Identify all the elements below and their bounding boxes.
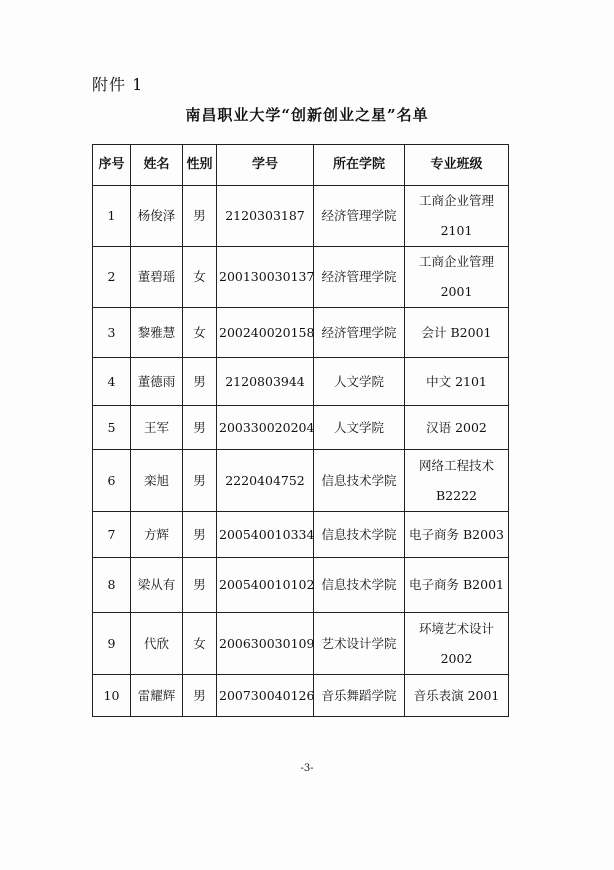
table-row [93, 613, 509, 675]
cell-student-id: 2120303187 [217, 186, 314, 247]
table-row [93, 406, 509, 450]
header-cell-gender: 性别 [183, 145, 217, 186]
cell-college: 经济管理学院 [314, 247, 405, 308]
cell-name: 黎雅慧 [131, 308, 183, 358]
cell-major: 网络工程技术B2222 [405, 450, 509, 512]
cell-student-id: 200540010102 [217, 558, 314, 613]
cell-no: 6 [93, 450, 131, 512]
cell-major: 工商企业管理2001 [405, 247, 509, 308]
cell-student-id: 200540010334 [217, 512, 314, 558]
cell-name: 雷耀辉 [131, 675, 183, 717]
cell-college: 音乐舞蹈学院 [314, 675, 405, 717]
cell-college: 信息技术学院 [314, 558, 405, 613]
cell-gender: 男 [183, 186, 217, 247]
header-cell-no: 序号 [93, 145, 131, 186]
cell-major: 汉语 2002 [405, 406, 509, 450]
header-cell-name: 姓名 [131, 145, 183, 186]
table-row [93, 450, 509, 512]
cell-major: 电子商务 B2003 [405, 512, 509, 558]
cell-college: 经济管理学院 [314, 186, 405, 247]
cell-name: 王军 [131, 406, 183, 450]
cell-major: 会计 B2001 [405, 308, 509, 358]
cell-no: 5 [93, 406, 131, 450]
cell-no: 9 [93, 613, 131, 675]
cell-major: 音乐表演 2001 [405, 675, 509, 717]
attachment-label: 附件 1 [92, 75, 144, 94]
cell-gender: 女 [183, 308, 217, 358]
cell-student-id: 200130030137 [217, 247, 314, 308]
roster-table [92, 144, 509, 717]
document-title: 南昌职业大学“创新创业之星”名单 [185, 106, 429, 124]
page-number: -3- [300, 763, 314, 774]
cell-student-id: 200630030109 [217, 613, 314, 675]
cell-name: 杨俊泽 [131, 186, 183, 247]
cell-student-id: 2220404752 [217, 450, 314, 512]
cell-name: 栾旭 [131, 450, 183, 512]
cell-college: 信息技术学院 [314, 512, 405, 558]
cell-no: 8 [93, 558, 131, 613]
cell-name: 梁从有 [131, 558, 183, 613]
cell-gender: 男 [183, 406, 217, 450]
cell-gender: 男 [183, 558, 217, 613]
table-row [93, 558, 509, 613]
table-row [93, 308, 509, 358]
cell-name: 董碧瑶 [131, 247, 183, 308]
cell-student-id: 200730040126 [217, 675, 314, 717]
cell-major: 环境艺术设计2002 [405, 613, 509, 675]
cell-student-id: 200240020158 [217, 308, 314, 358]
table-header-row [93, 145, 509, 186]
cell-college: 信息技术学院 [314, 450, 405, 512]
table-row [93, 247, 509, 308]
cell-no: 3 [93, 308, 131, 358]
cell-student-id: 200330020204 [217, 406, 314, 450]
cell-name: 代欣 [131, 613, 183, 675]
cell-no: 1 [93, 186, 131, 247]
cell-college: 艺术设计学院 [314, 613, 405, 675]
cell-no: 2 [93, 247, 131, 308]
cell-name: 方辉 [131, 512, 183, 558]
table-row [93, 358, 509, 406]
cell-major: 中文 2101 [405, 358, 509, 406]
header-cell-college: 所在学院 [314, 145, 405, 186]
cell-no: 7 [93, 512, 131, 558]
cell-gender: 女 [183, 613, 217, 675]
cell-gender: 男 [183, 675, 217, 717]
cell-gender: 女 [183, 247, 217, 308]
table-row [93, 675, 509, 717]
cell-gender: 男 [183, 358, 217, 406]
cell-gender: 男 [183, 450, 217, 512]
cell-no: 10 [93, 675, 131, 717]
table-row [93, 186, 509, 247]
cell-college: 人文学院 [314, 406, 405, 450]
cell-major: 工商企业管理2101 [405, 186, 509, 247]
cell-name: 董德雨 [131, 358, 183, 406]
cell-college: 人文学院 [314, 358, 405, 406]
header-cell-major: 专业班级 [405, 145, 509, 186]
cell-college: 经济管理学院 [314, 308, 405, 358]
cell-major: 电子商务 B2001 [405, 558, 509, 613]
table-row [93, 512, 509, 558]
header-cell-student-id: 学号 [217, 145, 314, 186]
cell-gender: 男 [183, 512, 217, 558]
cell-student-id: 2120803944 [217, 358, 314, 406]
cell-no: 4 [93, 358, 131, 406]
